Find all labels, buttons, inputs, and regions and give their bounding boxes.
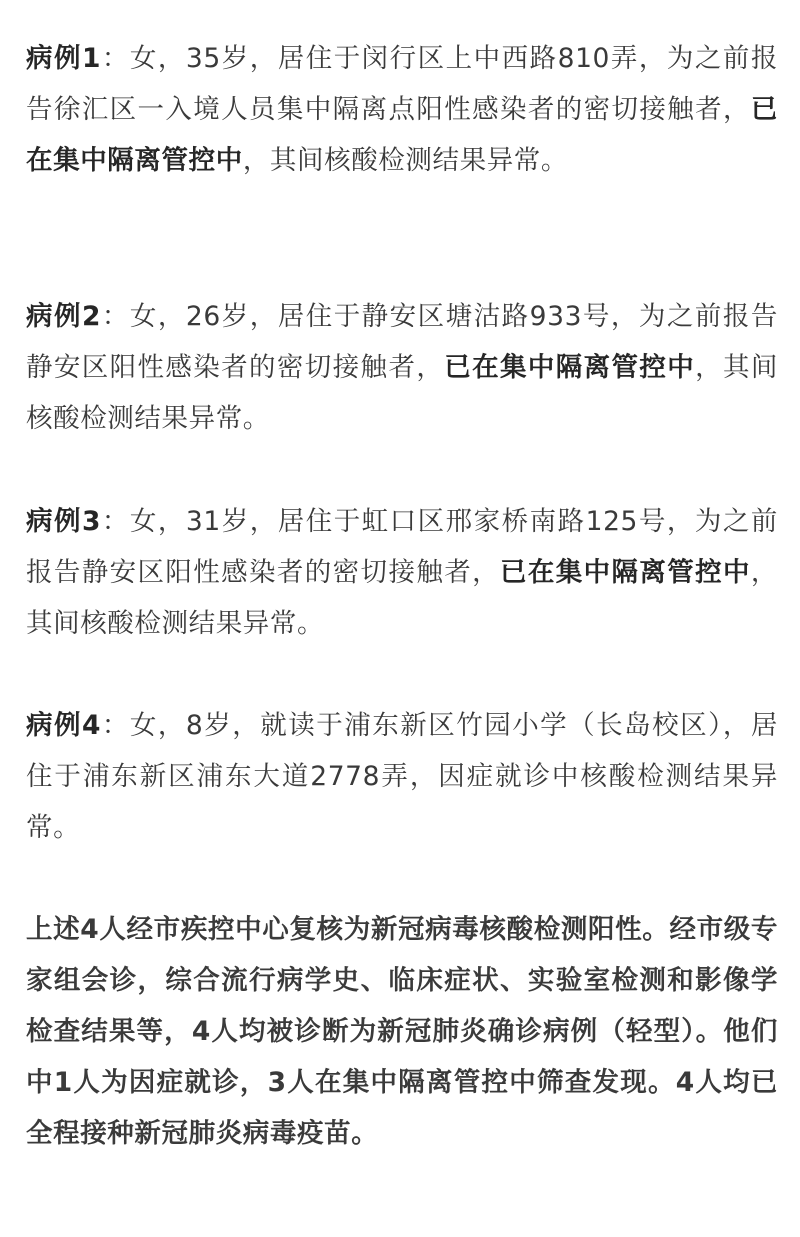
case-label: 病例3 bbox=[26, 506, 102, 537]
case-label: 病例2 bbox=[26, 301, 102, 332]
case-text: 女，35岁，居住于闵行区上中西路810弄，为之前报告徐汇区一入境人员集中隔离点阳性感染者的密切接触者， bbox=[26, 43, 778, 125]
case-text: 女，31岁，居住于虹口区邢家桥南路125号，为之前报告静安区阳性感染者的密切接触者， bbox=[26, 506, 778, 588]
case-text-end: ，其间核酸检测结果异常。 bbox=[242, 145, 569, 176]
case-text-end: ，其间核酸检测结果异常。 bbox=[26, 557, 778, 639]
case-paragraph-4 bbox=[26, 700, 778, 853]
case-paragraph-3 bbox=[26, 496, 778, 649]
case-text-end: ，其间核酸检测结果异常。 bbox=[26, 352, 778, 434]
case-label-separator: ： bbox=[101, 301, 130, 332]
summary-diagnosis: 经市级专家组会诊，综合流行病学史、临床症状、实验室检测和影像学检查结果等，4人均被诊断为新冠肺炎确诊病例（轻型）。他们中1人为因症就诊，3人在集中隔离管控中筛查发现。4人均已全程接种新冠肺炎病毒疫苗。 bbox=[26, 914, 778, 1149]
case-text: 女，26岁，居住于静安区塘沽路933号，为之前报告静安区阳性感染者的密切接触者， bbox=[26, 301, 778, 383]
case-label-separator: ： bbox=[101, 506, 130, 537]
case-status-highlight: 已在集中隔离管控中 bbox=[26, 94, 778, 176]
case-label-separator: ： bbox=[101, 43, 130, 74]
case-paragraph-2 bbox=[26, 291, 778, 444]
case-label: 病例4 bbox=[26, 710, 102, 741]
case-status-highlight: 已在集中隔离管控中 bbox=[444, 352, 696, 383]
summary-confirmation: 上述4人经市疾控中心复核为新冠病毒核酸检测阳性。 bbox=[26, 914, 670, 945]
case-status-highlight: 已在集中隔离管控中 bbox=[499, 557, 751, 588]
summary-paragraph bbox=[26, 904, 778, 1159]
case-label: 病例1 bbox=[26, 43, 102, 74]
case-label-separator: ： bbox=[101, 710, 130, 741]
case-paragraph-1 bbox=[26, 33, 778, 186]
case-text: 女，8岁，就读于浦东新区竹园小学（长岛校区），居住于浦东新区浦东大道2778弄，因症就诊中核酸检测结果异常。 bbox=[26, 710, 778, 843]
